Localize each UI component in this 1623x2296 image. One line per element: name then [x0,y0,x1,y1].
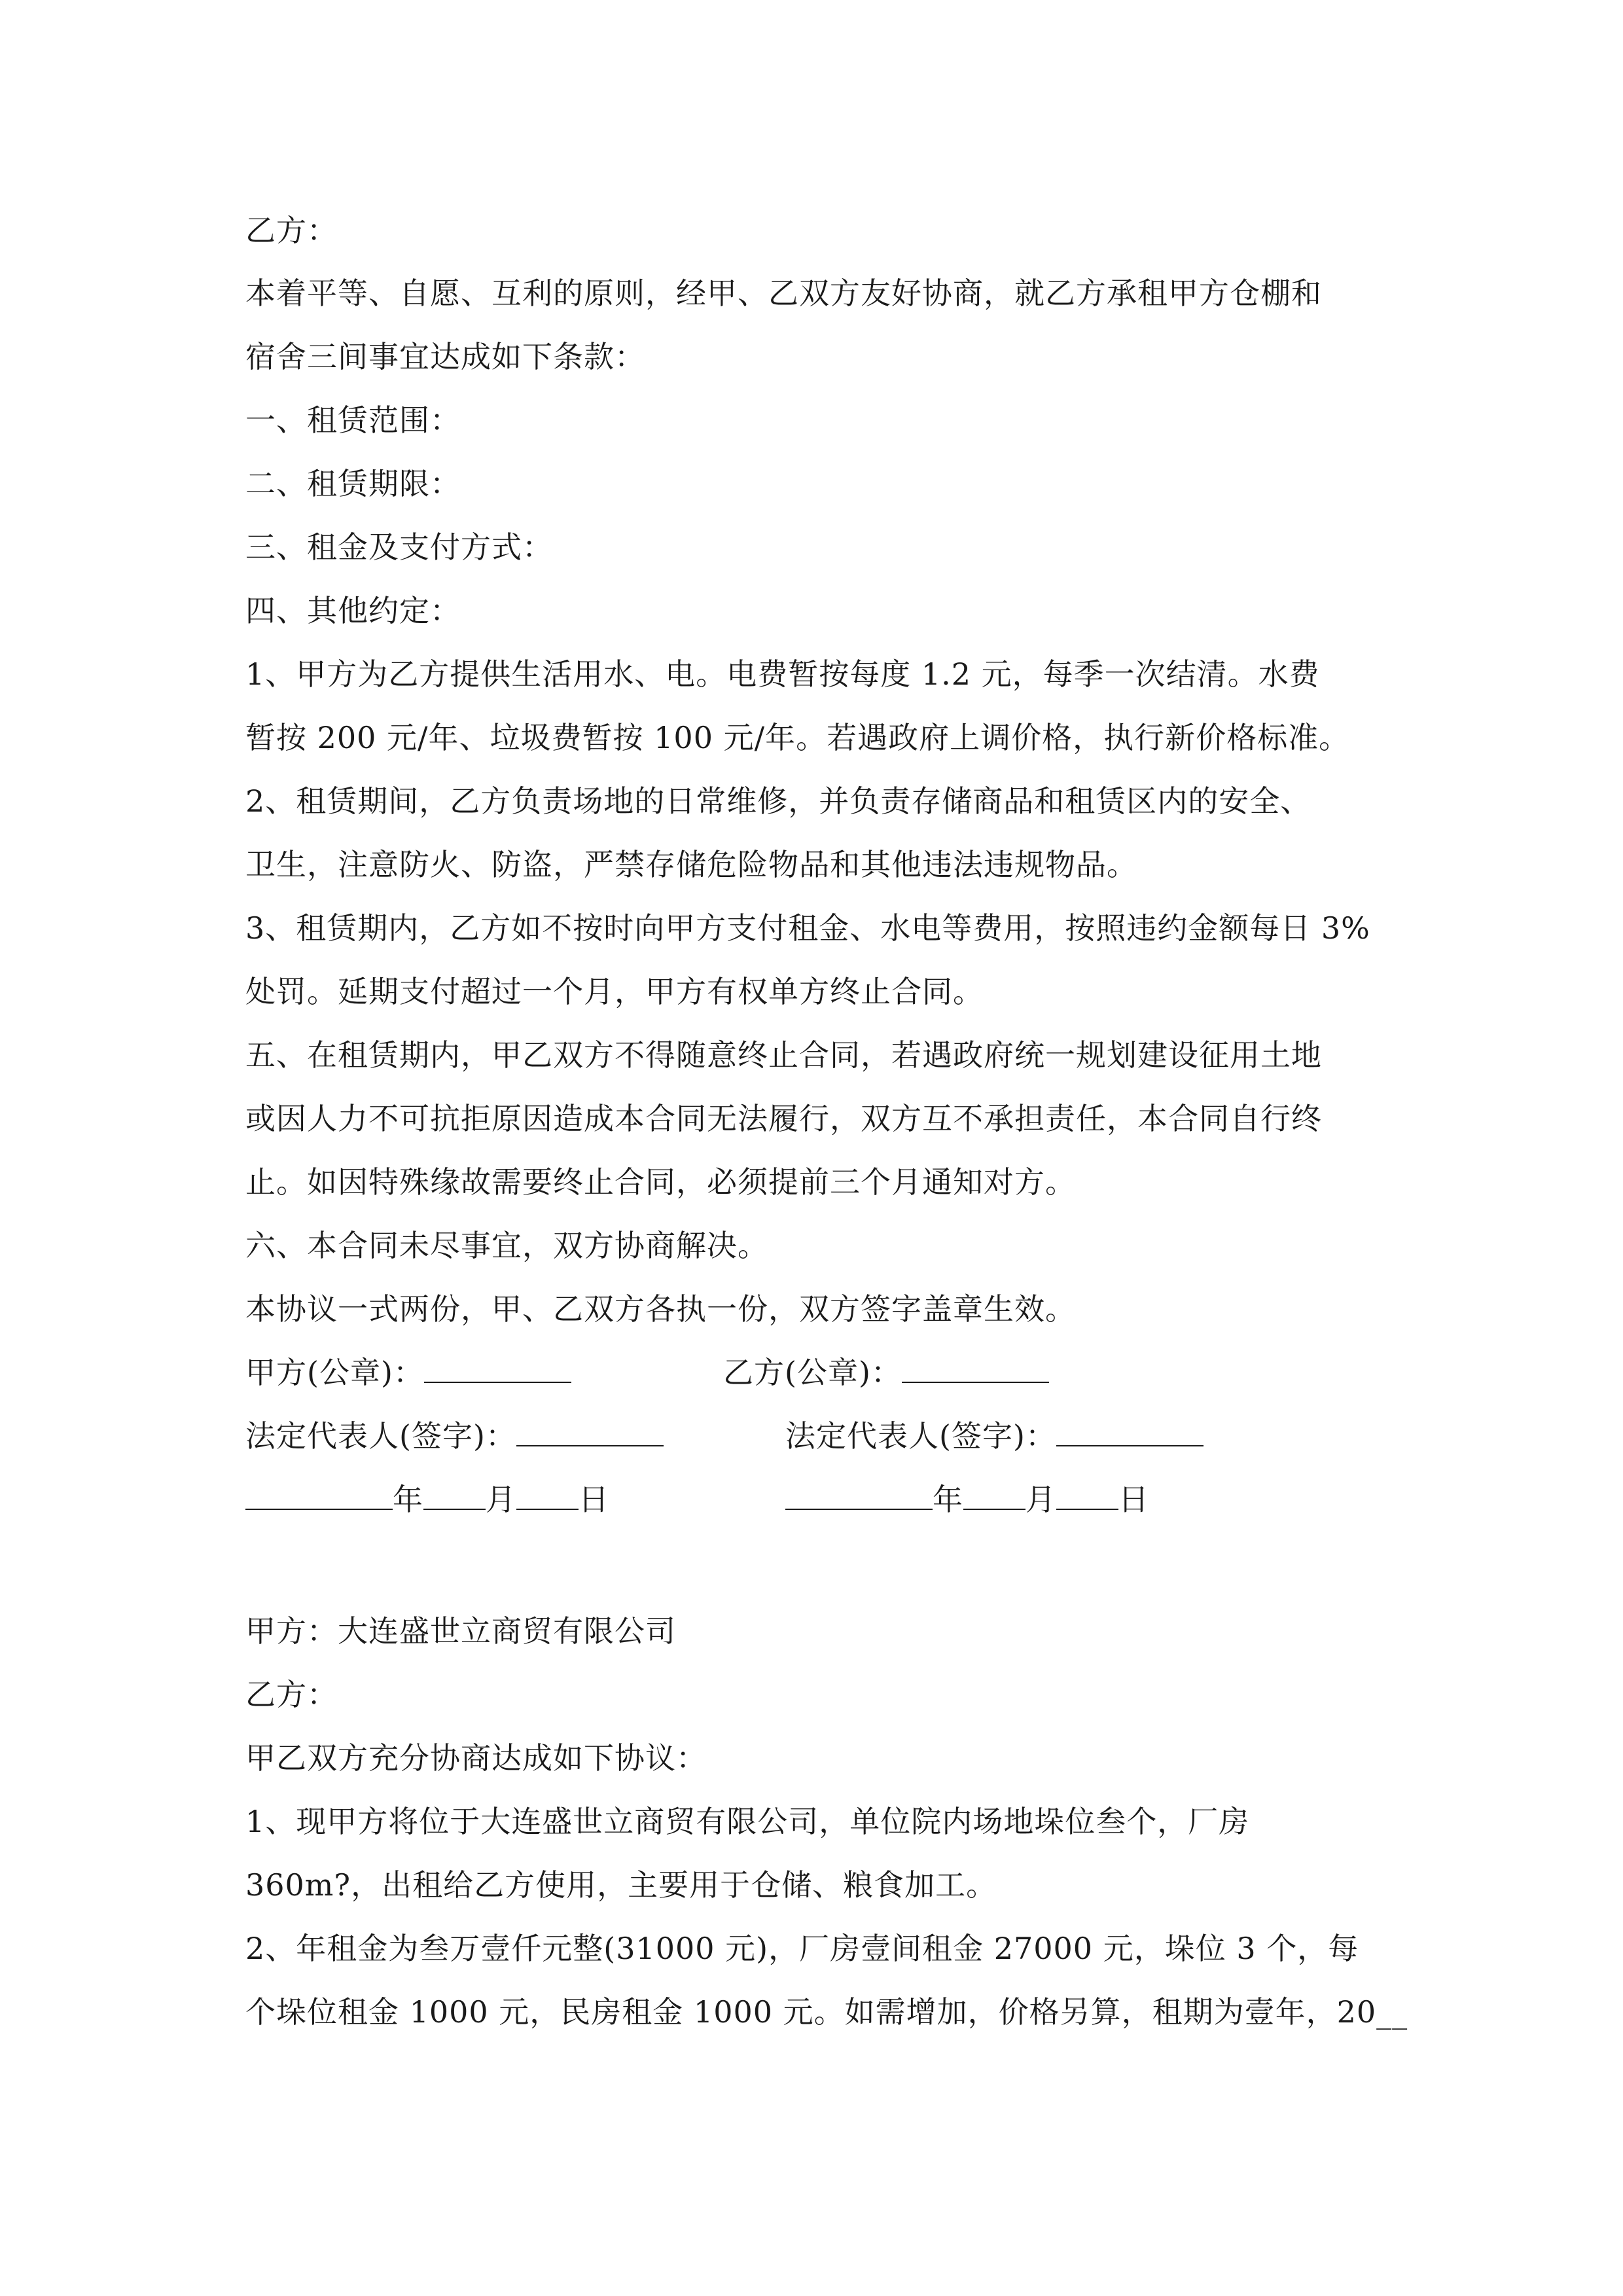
party-b-label: 乙方： [245,213,338,248]
section2-clause-2-line-2: 个垛位租金 1000 元，民房租金 1000 元。如需增加，价格另算，租期为壹年，20__ [245,1994,1408,2030]
party-a-date-row [245,1480,609,1519]
item-lease-term: 二、租赁期限： [245,466,461,501]
clause-1-line-1: 1、甲方为乙方提供生活用水、电。电费暂按每度 1.2 元，每季一次结清。水费 [245,656,1320,692]
month-label: 月 [1026,1482,1056,1517]
day-label: 日 [1118,1482,1149,1517]
month-label: 月 [486,1482,516,1517]
copies-statement: 本协议一式两份，甲、乙双方各执一份，双方签字盖章生效。 [245,1291,1076,1327]
section2-clause-2-line-1: 2、年租金为叁万壹仟元整(31000 元)，厂房壹间租金 27000 元，垛位 3 个，每 [245,1931,1359,1966]
intro-line-1: 本着平等、自愿、互利的原则，经甲、乙双方友好协商，就乙方承租甲方仓棚和 [245,276,1322,311]
party-b-rep-row [785,1416,1204,1456]
year-label: 年 [393,1482,423,1517]
item-6: 六、本合同未尽事宜，双方协商解决。 [245,1228,768,1263]
party-b-seal-blank [902,1353,1049,1383]
item-5-line-1: 五、在租赁期内，甲乙双方不得随意终止合同，若遇政府统一规划建设征用土地 [245,1037,1322,1073]
day-blank [516,1480,579,1510]
month-blank [423,1480,486,1510]
party-b-rep-blank [1056,1416,1204,1446]
party-a-seal-label: 甲方(公章)： [245,1355,424,1390]
year-label: 年 [933,1482,963,1517]
party-b-date-row [785,1480,1149,1519]
clause-1-line-2: 暂按 200 元/年、垃圾费暂按 100 元/年。若遇政府上调价格，执行新价格标准。 [245,720,1350,755]
section2-intro: 甲乙双方充分协商达成如下协议： [245,1740,707,1776]
item-5-line-2: 或因人力不可抗拒原因造成本合同无法履行，双方互不承担责任，本合同自行终 [245,1101,1322,1136]
party-a-rep-row [245,1416,664,1456]
day-blank [1056,1480,1118,1510]
clause-2-line-1: 2、租赁期间，乙方负责场地的日常维修，并负责存储商品和租赁区内的安全、 [245,783,1311,819]
month-blank [963,1480,1026,1510]
item-other-terms: 四、其他约定： [245,593,461,628]
party-a-seal-blank [424,1353,571,1383]
day-label: 日 [579,1482,609,1517]
section2-clause-1-line-2: 360m?，出租给乙方使用，主要用于仓储、粮食加工。 [245,1867,997,1903]
section2-party-a: 甲方：大连盛世立商贸有限公司 [245,1613,676,1649]
party-a-seal-row [245,1353,571,1392]
party-a-rep-blank [516,1416,664,1446]
item-5-line-3: 止。如因特殊缘故需要终止合同，必须提前三个月通知对方。 [245,1164,1076,1200]
clause-3-line-1: 3、租赁期内，乙方如不按时向甲方支付租金、水电等费用，按照违约金额每日 3% [245,910,1370,946]
party-b-seal-row [723,1353,1049,1392]
item-lease-scope: 一、租赁范围： [245,403,461,438]
year-blank [245,1480,393,1510]
intro-line-2: 宿舍三间事宜达成如下条款： [245,339,645,374]
item-rent-payment: 三、租金及支付方式： [245,529,553,565]
year-blank [785,1480,933,1510]
party-b-rep-label: 法定代表人(签字)： [785,1418,1056,1454]
clause-3-line-2: 处罚。延期支付超过一个月，甲方有权单方终止合同。 [245,974,984,1009]
clause-2-line-2: 卫生，注意防火、防盗，严禁存储危险物品和其他违法违规物品。 [245,847,1137,882]
section2-clause-1-line-1: 1、现甲方将位于大连盛世立商贸有限公司，单位院内场地垛位叁个，厂房 [245,1804,1250,1839]
party-a-rep-label: 法定代表人(签字)： [245,1418,516,1454]
section2-party-b: 乙方： [245,1677,338,1712]
party-b-seal-label: 乙方(公章)： [723,1355,902,1390]
